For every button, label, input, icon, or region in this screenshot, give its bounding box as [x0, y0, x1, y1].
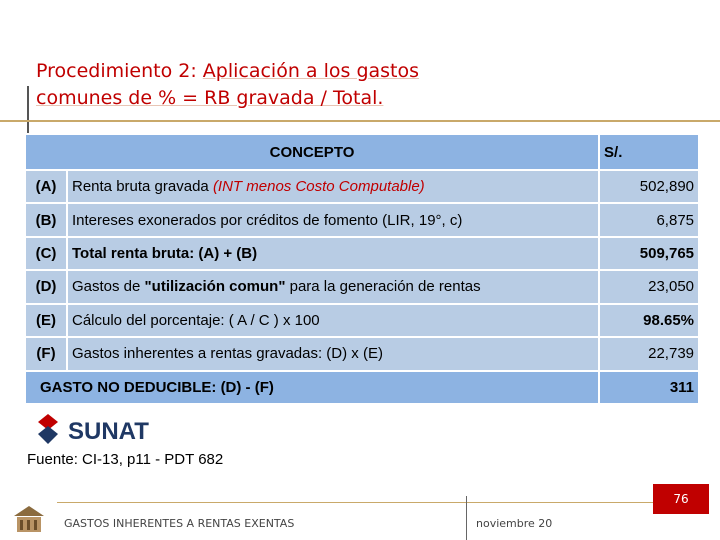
logo-text: SUNAT: [68, 418, 149, 445]
row-code: (C): [25, 237, 67, 270]
row-code: (F): [25, 337, 67, 370]
table-row: [25, 270, 699, 303]
row-concept: Gastos inherentes a rentas gravadas: (D) x (E): [67, 337, 599, 370]
table-row: [25, 237, 699, 270]
footer-left-text: GASTOS INHERENTES A RENTAS EXENTAS: [64, 517, 295, 530]
table-header-row: [25, 134, 699, 170]
row-text: Renta bruta gravada: [72, 178, 213, 196]
building-icon: [12, 504, 46, 534]
row-text-pre: Gastos de: [72, 278, 145, 296]
row-concept: Cálculo del porcentaje: ( A / C ) x 100: [67, 304, 599, 337]
row-text-post: para la generación de rentas: [285, 278, 481, 296]
table-row: [25, 170, 699, 203]
row-code: (E): [25, 304, 67, 337]
footer-value: 311: [599, 371, 699, 404]
row-concept: [67, 170, 599, 203]
row-value: 509,765: [599, 237, 699, 270]
table-footer-row: [25, 371, 699, 404]
concept-table: [24, 133, 700, 405]
row-concept: Intereses exonerados por créditos de fomento (LIR, 19°, c): [67, 203, 599, 236]
logo-diamond-bottom: [38, 426, 58, 444]
footer-date: noviembre 20: [476, 517, 553, 530]
row-value: 502,890: [599, 170, 699, 203]
row-value: 23,050: [599, 270, 699, 303]
page-number: 76: [653, 484, 709, 514]
currency-header: S/.: [599, 134, 699, 170]
table-row: [25, 304, 699, 337]
row-code: (B): [25, 203, 67, 236]
footer-rule: [57, 502, 697, 503]
footer-divider: [466, 496, 467, 540]
title-line-2: comunes de % = RB gravada / Total.: [36, 87, 384, 109]
row-code: (A): [25, 170, 67, 203]
source-note: Fuente: CI-13, p11 - PDT 682: [27, 451, 224, 468]
title-prefix: Procedimiento 2:: [36, 60, 203, 82]
row-value: 6,875: [599, 203, 699, 236]
row-note: (INT menos Costo Computable): [212, 178, 425, 196]
row-concept: Total renta bruta: (A) + (B): [67, 237, 599, 270]
row-code: (D): [25, 270, 67, 303]
row-text-bold: "utilización comun": [144, 278, 286, 296]
row-value: 98.65%: [599, 304, 699, 337]
concept-header: CONCEPTO: [25, 134, 599, 170]
sunat-logo: [34, 410, 174, 450]
slide-title: [36, 58, 596, 112]
horizontal-rule: [0, 120, 720, 122]
table-row: [25, 337, 699, 370]
row-value: 22,739: [599, 337, 699, 370]
row-concept: [67, 270, 599, 303]
title-highlight: Aplicación a los gastos: [202, 60, 420, 82]
footer-label: GASTO NO DEDUCIBLE: (D) - (F): [25, 371, 599, 404]
table-row: [25, 203, 699, 236]
